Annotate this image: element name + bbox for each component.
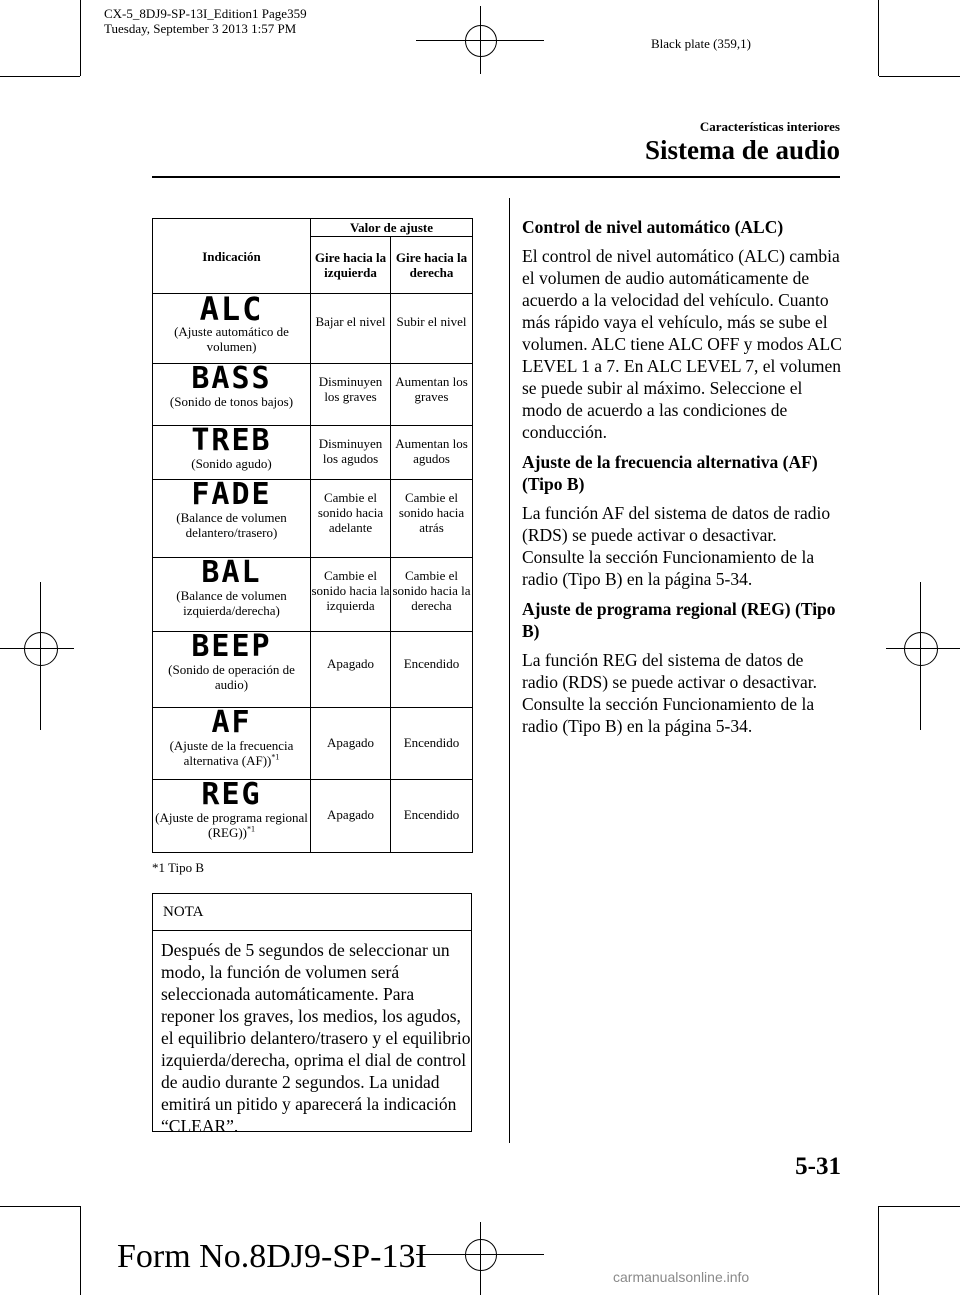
value-right: Encendido xyxy=(391,632,473,708)
print-meta xyxy=(104,6,307,36)
table-row xyxy=(153,426,473,480)
value-left: Apagado xyxy=(311,780,391,853)
crosshair-bottom-icon xyxy=(465,1239,497,1271)
lcd-display: AF xyxy=(211,705,252,740)
print-meta-line2: Tuesday, September 3 2013 1:57 PM xyxy=(104,21,297,36)
row-desc: (Sonido de tonos bajos) xyxy=(169,394,294,409)
table-row xyxy=(153,480,473,558)
value-left: Cambie el sonido hacia adelante xyxy=(311,480,391,558)
col-turn-right: Gire hacia la derecha xyxy=(391,237,473,294)
reg-heading: Ajuste de programa regional (REG) (Tipo B) xyxy=(522,599,836,641)
value-left: Apagado xyxy=(311,632,391,708)
row-desc: (Ajuste automático de volumen) xyxy=(174,324,289,354)
table-row xyxy=(153,708,473,780)
col-value: Valor de ajuste xyxy=(311,219,473,237)
settings-table xyxy=(152,218,473,853)
value-right: Cambie el sonido hacia atrás xyxy=(391,480,473,558)
value-right: Subir el nivel xyxy=(391,294,473,364)
column-divider xyxy=(509,198,510,1143)
table-row xyxy=(153,558,473,632)
plate-label: Black plate (359,1) xyxy=(651,36,751,51)
section-title: Sistema de audio xyxy=(644,135,840,165)
value-left: Apagado xyxy=(311,708,391,780)
value-right: Encendido xyxy=(391,708,473,780)
lcd-display: FADE xyxy=(191,477,272,512)
lcd-display: REG xyxy=(201,777,262,812)
crosshair-left-icon xyxy=(24,632,58,666)
value-left: Bajar el nivel xyxy=(311,294,391,364)
note-body: Después de 5 segundos de seleccionar un modo, la función de volumen será seleccionada automáticamente. Para reponer los graves, los medios, los agudos, el equilibrio delantero/trasero y el equilibrio izquierda/derecha, oprima el dial de control de audio durante 2 segundos. La unidad emitirá un pitido y aparecerá la indicación “CLEAR”. xyxy=(161,940,471,1136)
note-box xyxy=(152,893,472,1136)
row-desc: (Ajuste de programa regional (REG)) xyxy=(155,810,308,840)
section-subtitle: Características interiores xyxy=(699,119,840,134)
row-desc: (Balance de volumen izquierda/derecha) xyxy=(176,588,287,618)
row-desc: (Ajuste de la frecuencia alternativa (AF)) xyxy=(169,738,294,768)
table-row xyxy=(153,632,473,708)
value-left: Cambie el sonido hacia la izquierda xyxy=(311,558,391,632)
value-left: Disminuyen los agudos xyxy=(311,426,391,480)
alc-heading: Control de nivel automático (ALC) xyxy=(522,217,784,237)
page-number: 5-31 xyxy=(795,1153,841,1180)
reg-body: La función REG del sistema de datos de radio (RDS) se puede activar o desactivar. Consulte la sección Funcionamiento de la radio (Tipo B) en la página 5-34. xyxy=(522,650,817,736)
value-left: Disminuyen los graves xyxy=(311,364,391,426)
row-desc: (Sonido agudo) xyxy=(191,456,272,471)
value-right: Encendido xyxy=(391,780,473,853)
crosshair-right-icon xyxy=(904,632,938,666)
table-footnote: *1 Tipo B xyxy=(152,860,205,875)
crosshair-top-icon xyxy=(465,25,497,57)
lcd-display: BAL xyxy=(201,555,262,590)
section-rule xyxy=(152,176,840,178)
col-turn-left: Gire hacia la izquierda xyxy=(311,237,391,294)
watermark: carmanualsonline.info xyxy=(613,1269,750,1285)
print-meta-line1: CX-5_8DJ9-SP-13I_Edition1 Page359 xyxy=(104,6,307,21)
row-desc: (Sonido de operación de audio) xyxy=(168,662,295,692)
af-heading: Ajuste de la frecuencia alternativa (AF) (Tipo B) xyxy=(522,452,818,494)
lcd-display: TREB xyxy=(191,423,272,458)
note-heading: NOTA xyxy=(153,894,471,931)
value-right: Aumentan los agudos xyxy=(391,426,473,480)
value-right: Cambie el sonido hacia la derecha xyxy=(391,558,473,632)
value-right: Aumentan los graves xyxy=(391,364,473,426)
right-column xyxy=(522,216,842,745)
af-body: La función AF del sistema de datos de radio (RDS) se puede activar o desactivar. Consulte la sección Funcionamiento de la radio (Tipo B) en la página 5-34. xyxy=(522,503,831,589)
table-row xyxy=(153,364,473,426)
footnote-ref: *1 xyxy=(271,752,280,762)
lcd-display: ALC xyxy=(199,290,264,328)
col-indication: Indicación xyxy=(153,219,311,294)
lcd-display: BASS xyxy=(191,361,272,396)
table-row xyxy=(153,294,473,364)
alc-body: El control de nivel automático (ALC) cambia el volumen de audio automáticamente de acuerdo a la velocidad del vehículo. Cuanto más rápido vaya el vehículo, más se sube el volumen. ALC tiene ALC OFF y modos ALC LEVEL 1 a 7. En ALC LEVEL 7, el volumen se puede subir al máximo. Seleccione el modo de acuerdo a las condiciones de conducción. xyxy=(522,246,842,442)
form-number: Form No.8DJ9-SP-13I xyxy=(117,1238,427,1275)
row-desc: (Balance de volumen delantero/trasero) xyxy=(176,510,287,540)
lcd-display: BEEP xyxy=(191,629,272,664)
table-row xyxy=(153,780,473,853)
footnote-ref: *1 xyxy=(247,824,255,834)
